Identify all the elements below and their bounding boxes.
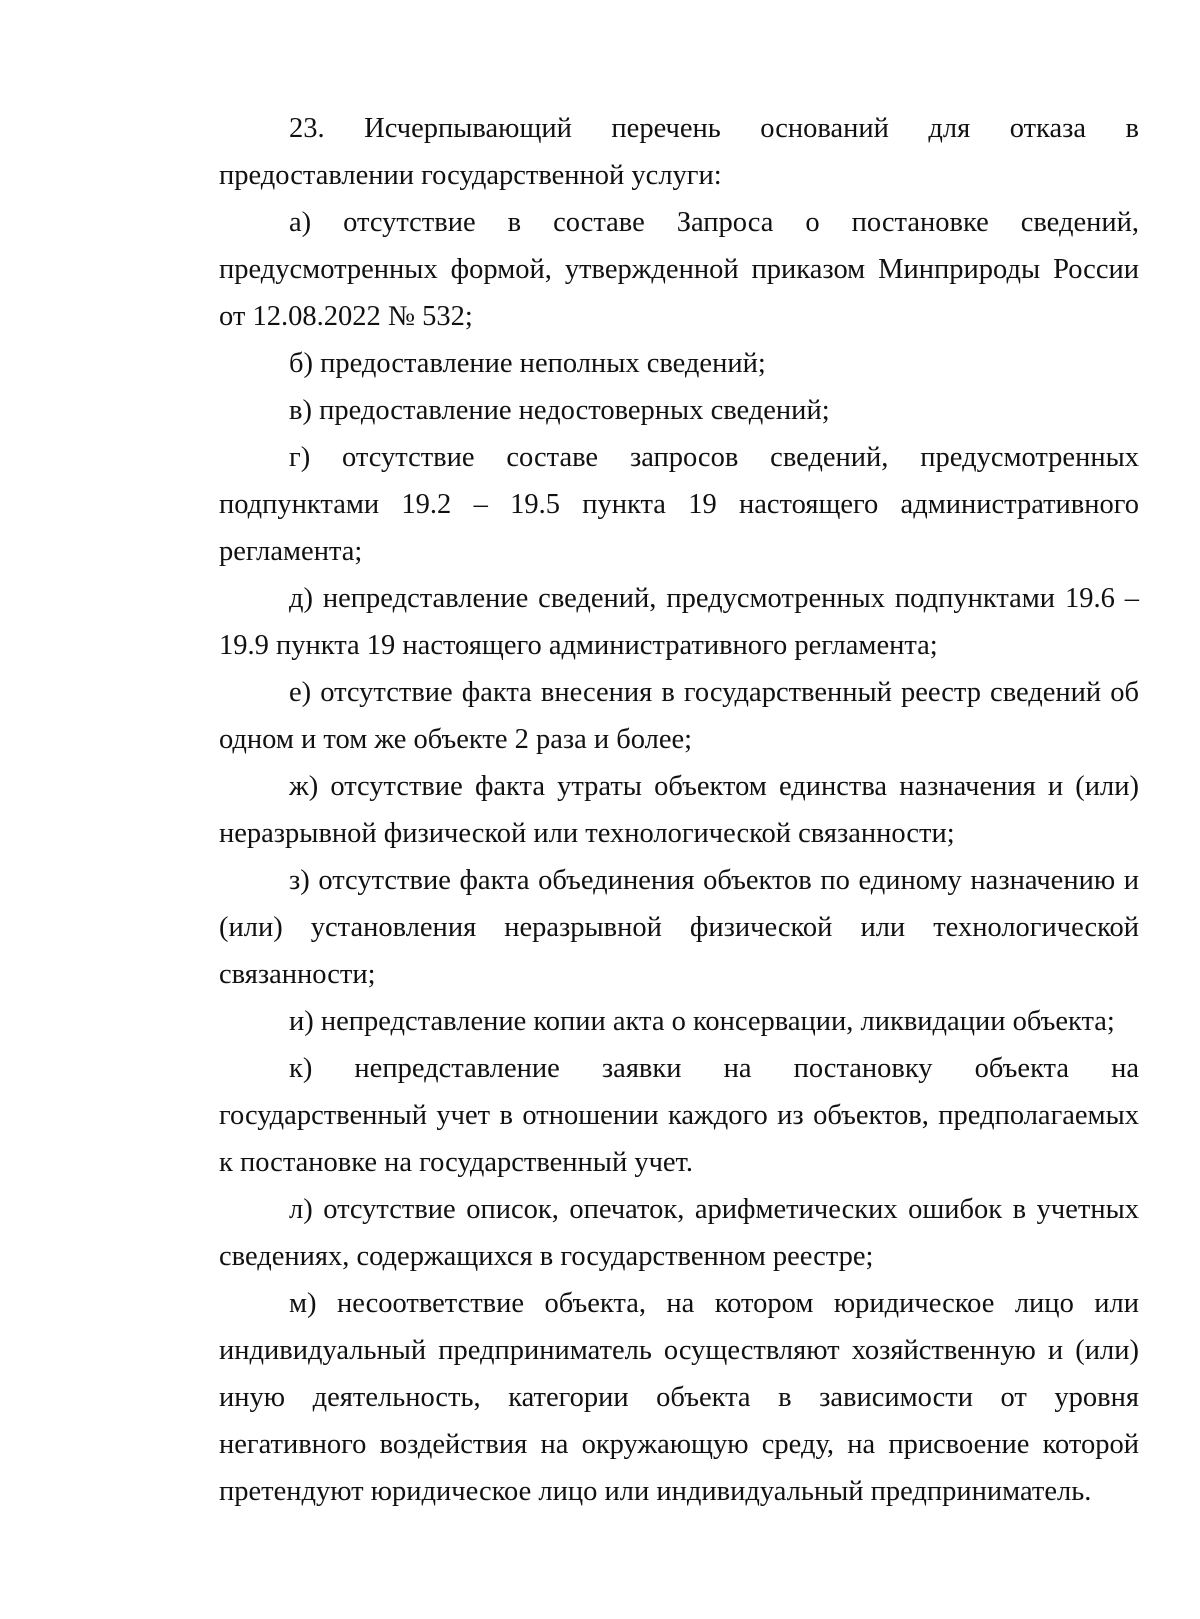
paragraph-item-g: г) отсутствие составе запросов сведений, предусмотренных подпунктами 19.2 – 19.5 пункта 19 настоящего административного регламента; — [219, 442, 1139, 567]
document-body — [219, 105, 1139, 1515]
paragraph-item-z: з) отсутствие факта объединения объектов по единому назначению и (или) установления неразрывной физической или технологической связанности; — [219, 865, 1139, 990]
paragraph-item-l: л) отсутствие описок, опечаток, арифметических ошибок в учетных сведениях, содержащихся в государственном реестре; — [219, 1194, 1139, 1272]
paragraph-item-zh: ж) отсутствие факта утраты объектом единства назначения и (или) неразрывной физической или технологической связанности; — [219, 771, 1139, 849]
paragraph-item-i: и) непредставление копии акта о консервации, ликвидации объекта; — [289, 1006, 1115, 1037]
paragraph-item-m: м) несоответствие объекта, на котором юридическое лицо или индивидуальный предприниматель осуществляют хозяйственную и (или) иную деятельность, категории объекта в зависимости от уровня негативного воздействия на окружающую среду, на присвоение которой претендуют юридическое лицо или индивидуальный предприниматель. — [219, 1288, 1139, 1507]
paragraph-item-a: а) отсутствие в составе Запроса о постановке сведений, предусмотренных формой, утвержденной приказом Минприроды России от 12.08.2022 № 532; — [219, 207, 1139, 332]
paragraph-item-d: д) непредставление сведений, предусмотренных подпунктами 19.6 – 19.9 пункта 19 настоящего административного регламента; — [219, 583, 1139, 661]
paragraph-item-k: к) непредставление заявки на постановку объекта на государственный учет в отношении каждого из объектов, предполагаемых к постановке на государственный учет. — [219, 1053, 1139, 1178]
paragraph-23-heading: 23. Исчерпывающий перечень оснований для отказа в предоставлении государственной услуги: — [219, 113, 1139, 191]
paragraph-item-b: б) предоставление неполных сведений; — [289, 348, 766, 379]
paragraph-item-e: е) отсутствие факта внесения в государственный реестр сведений об одном и том же объекте 2 раза и более; — [219, 677, 1139, 755]
paragraph-item-v: в) предоставление недостоверных сведений; — [289, 395, 830, 426]
